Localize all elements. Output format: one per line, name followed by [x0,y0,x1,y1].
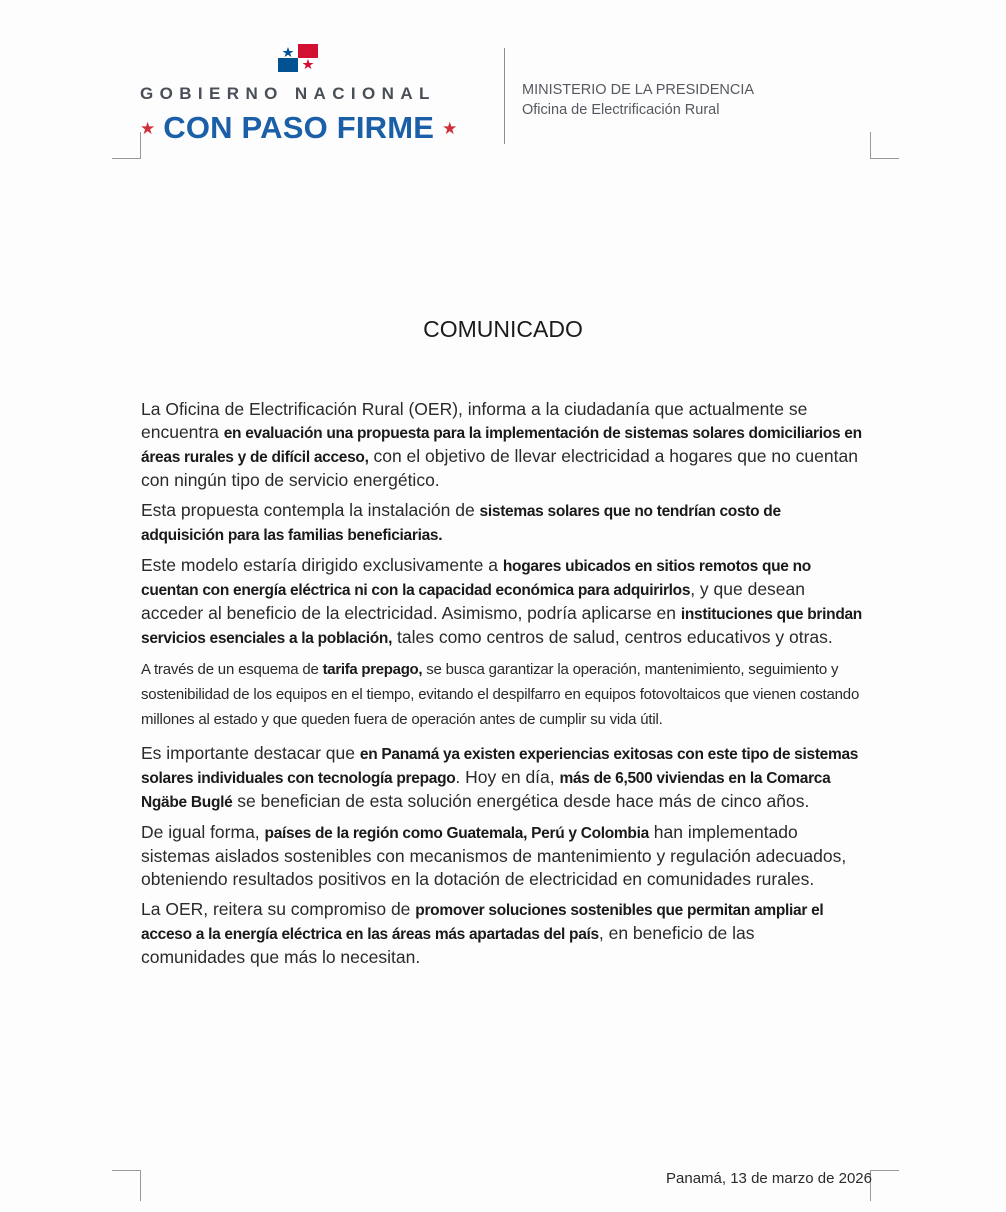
paragraph-7: La OER, reitera su compromiso de promover soluciones sostenibles que permitan ampliar el acceso a la energía eléctrica en las áreas más apartadas del país, en beneficio de las comunidades que más lo necesitan. [141,899,824,967]
paragraph-5: Es importante destacar que en Panamá ya existen experiencias exitosas con este tipo de sistemas solares individuales con tecnología prepago. Hoy en día, más de 6,500 viviendas en la Comarca Ngäbe Buglé se benefician de esta solución energética desde hace más de cinco años. [141,743,859,811]
government-name: GOBIERNO NACIONAL [140,84,436,103]
ministry-name: MINISTERIO DE LA PRESIDENCIA [522,82,755,98]
crop-mark-top-right [870,132,899,159]
letterhead [140,44,780,154]
paragraph-4: A través de un esquema de tarifa prepago, se busca garantizar la operación, mantenimiento, seguimiento y sostenibilidad de los equipos en el tiempo, evitando el despilfarro en equipos fotovoltaicos que vienen costando millones al estado y que queden fuera de operación antes de cumplir su vida útil. [141,661,860,728]
crop-mark-top-left [112,132,141,159]
office-name: Oficina de Electrificación Rural [522,102,720,118]
slogan-text: CON PASO FIRME [163,110,435,145]
document-date: Panamá, 13 de marzo de 2026 [666,1170,872,1187]
document-body [141,398,863,976]
crop-mark-bottom-right [870,1170,899,1201]
paragraph-2: Esta propuesta contempla la instalación de sistemas solares que no tendrían costo de adquisición para las familias beneficiarias. [141,500,781,544]
panama-flag-icon [278,44,318,72]
page-title: COMUNICADO [423,316,583,342]
paragraph-6: De igual forma, países de la región como Guatemala, Perú y Colombia han implementado sistemas aislados sostenibles con mecanismos de mantenimiento y regulación adecuados, obteniendo resultados positivos en la dotación de electricidad en comunidades rurales. [141,822,847,889]
crop-mark-bottom-left [112,1170,141,1201]
star-icon: ★ [140,118,156,138]
paragraph-3: Este modelo estaría dirigido exclusivamente a hogares ubicados en sitios remotos que no cuentan con energía eléctrica ni con la capacidad económica para adquirirlos, y que desean acceder al beneficio de la electricidad. Asimismo, podría aplicarse en instituciones que brindan servicios esenciales a la población, tales como centros de salud, centros educativos y otras. [141,555,862,647]
header-divider [504,48,505,144]
star-icon: ★ [442,118,458,138]
paragraph-1: La Oficina de Electrificación Rural (OER), informa a la ciudadanía que actualmente se encuentra en evaluación una propuesta para la implementación de sistemas solares domiciliarios en áreas rurales y de difícil acceso, con el objetivo de llevar electricidad a hogares que no cuentan con ningún tipo de servicio energético. [141,399,862,490]
government-slogan [140,110,457,146]
